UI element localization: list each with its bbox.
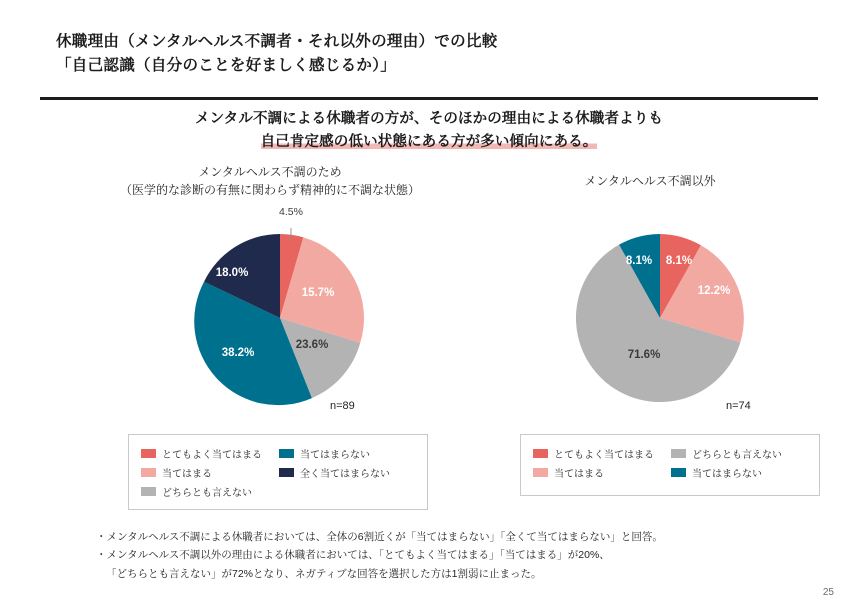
left-legend-item-3 [279,463,417,482]
right-legend-item-0 [533,444,671,463]
right-legend-item-3 [671,463,809,482]
right-legend-item-1 [671,444,809,463]
right-legend-swatch-1 [671,449,686,458]
right-sample-size: n=74 [726,400,751,412]
right-pie-svg [540,228,780,408]
right-slice-1-label: 8.1% [665,255,693,267]
left-legend-swatch-3 [279,468,294,477]
left-legend-swatch-2 [141,468,156,477]
left-slice-4-label: 38.2% [221,347,255,359]
left-legend [128,434,428,510]
left-slice-2-label: 15.7% [301,287,335,299]
right-legend-item-2 [533,463,671,482]
page-title [56,30,816,78]
left-legend-label-3: 全く当てはまらない [300,469,390,480]
left-legend-label-2: 当てはまる [162,469,212,480]
left-legend-label-1: 当てはまらない [300,450,370,461]
lead-message [0,108,858,154]
left-legend-item-1 [279,444,417,463]
lead-message-line-2 [0,131,858,154]
left-pie-chart [160,206,400,408]
right-chart-heading-line-1: メンタルヘルス不調以外 [584,174,716,188]
left-legend-label-0: とてもよく当てはまる [162,450,262,461]
left-legend-label-4: どちらとも言えない [162,488,252,499]
right-slice-2-label: 12.2% [697,285,731,297]
right-chart-heading [500,172,800,190]
right-legend-label-2: 当てはまる [554,469,604,480]
left-slice-3-label: 23.6% [295,339,329,351]
left-legend-swatch-1 [279,449,294,458]
left-legend-item-2 [141,463,279,482]
right-legend-swatch-3 [671,468,686,477]
left-pie-svg [160,228,400,408]
right-slice-4-label: 8.1% [625,255,653,267]
page-title-line-2: 「自己認識（自分のことを好ましく感じるか）」 [56,57,397,75]
page-title-line-1: 休職理由（メンタルヘルス不調者・それ以外の理由）での比較 [56,33,498,50]
right-legend-swatch-2 [533,468,548,477]
left-slice-1-label: 4.5% [279,206,303,218]
lead-message-line-1: メンタル不調による休職者の方が、そのほかの理由による休職者よりも [194,111,664,127]
right-slice-3-label: 71.6% [627,349,661,361]
left-chart-heading-line-1: メンタルヘルス不調のため [198,165,342,179]
right-legend-label-1: どちらとも言えない [692,450,782,461]
left-slice-5-label: 18.0% [215,267,249,279]
left-legend-item-0 [141,444,279,463]
left-sample-size: n=89 [330,400,355,412]
footnote-2: 「どちらとも言えない」が72%となり、ネガティブな回答を選択した方は1割弱に止まった。 [106,567,542,580]
lead-highlight: 自己肯定感の低い状態にある方が多い傾向にある。 [260,134,598,151]
footnote-1: ・メンタルヘルス不調以外の理由による休職者においては、「とてもよく当てはまる」「当てはまる」が20%、 [96,549,610,562]
footnote-0: ・メンタルヘルス不調による休職者においては、全体の6割近くが「当てはまらない」「全くて当てはまらない」と回答。 [96,531,663,543]
right-legend-label-0: とてもよく当てはまる [554,450,654,461]
left-chart-heading-line-2: （医学的な診断の有無に関わらず精神的に不調な状態） [119,183,420,197]
title-divider [40,97,818,100]
left-legend-swatch-4 [141,487,156,496]
right-pie-chart [540,228,780,408]
right-legend [520,434,820,496]
footnotes [96,528,816,583]
right-legend-swatch-0 [533,449,548,458]
left-legend-item-4 [141,482,279,501]
right-legend-label-3: 当てはまらない [692,469,762,480]
left-chart-heading [90,163,450,199]
left-legend-swatch-0 [141,449,156,458]
page-number: 25 [822,587,834,598]
